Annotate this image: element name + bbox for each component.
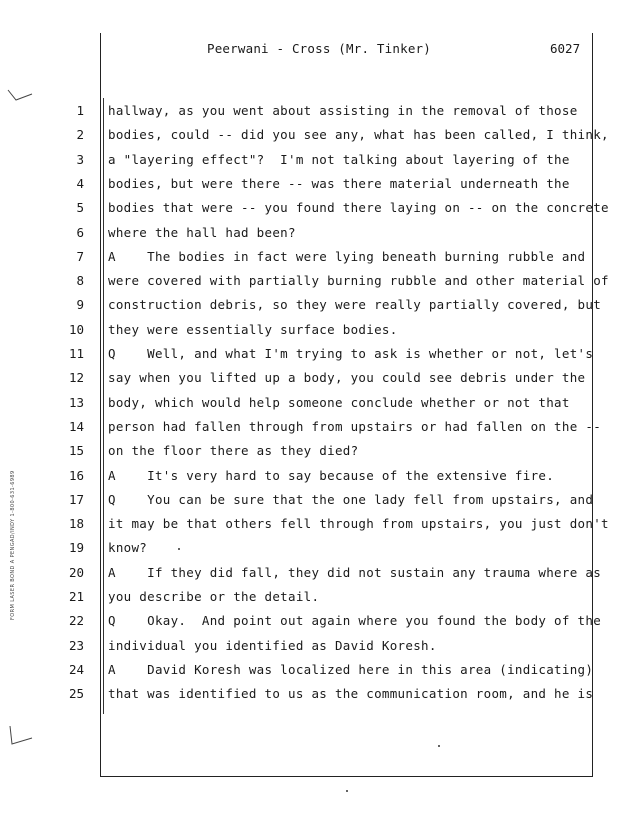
line-text: bodies that were -- you found there laying on -- on the concrete bbox=[108, 200, 609, 216]
transcript-line bbox=[0, 439, 638, 463]
line-text: they were essentially surface bodies. bbox=[108, 321, 398, 337]
scan-speck bbox=[178, 548, 180, 550]
line-number: 13 bbox=[68, 394, 84, 410]
transcript-line bbox=[0, 609, 638, 633]
transcript-line bbox=[0, 245, 638, 269]
line-text: bodies, but were there -- was there material underneath the bbox=[108, 175, 570, 191]
transcript-line bbox=[0, 148, 638, 172]
transcript-line bbox=[0, 221, 638, 245]
line-text: construction debris, so they were really partially covered, but bbox=[108, 297, 602, 313]
scan-speck bbox=[438, 745, 440, 747]
line-number: 18 bbox=[68, 516, 84, 532]
line-number: 10 bbox=[68, 321, 84, 337]
line-number: 11 bbox=[68, 346, 84, 361]
line-text: hallway, as you went about assisting in the removal of those bbox=[108, 103, 578, 118]
line-number: 25 bbox=[68, 686, 84, 702]
line-number: 5 bbox=[76, 200, 84, 216]
line-text: a "layering effect"? I'm not talking about layering of the bbox=[108, 151, 570, 167]
line-number: 4 bbox=[76, 175, 84, 191]
line-text: on the floor there as they died? bbox=[108, 443, 359, 459]
transcript-line bbox=[0, 172, 638, 196]
line-number: 24 bbox=[68, 661, 84, 677]
transcript-line bbox=[0, 318, 638, 342]
transcript-line bbox=[0, 415, 638, 439]
page-number: 6027 bbox=[550, 41, 581, 56]
transcript-line bbox=[0, 293, 638, 317]
line-number: 1 bbox=[76, 103, 84, 118]
line-number: 16 bbox=[68, 467, 84, 483]
line-number: 6 bbox=[76, 224, 84, 240]
corner-mark-bottom bbox=[6, 722, 36, 752]
line-text: bodies, could -- did you see any, what has been called, I think, bbox=[108, 127, 609, 143]
line-number: 3 bbox=[76, 151, 84, 167]
line-number: 14 bbox=[68, 418, 84, 434]
line-number: 15 bbox=[68, 443, 84, 459]
transcript-line bbox=[0, 342, 638, 366]
line-text: Q You can be sure that the one lady fell from upstairs, and bbox=[108, 491, 594, 507]
line-number: 21 bbox=[68, 589, 84, 604]
transcript-line bbox=[0, 682, 638, 706]
transcript-line bbox=[0, 488, 638, 512]
side-margin-text: FORM LASER BOND A PENGAD/INDY 1-800-631-6989 bbox=[10, 470, 16, 620]
transcript-line bbox=[0, 196, 638, 220]
line-number: 23 bbox=[68, 637, 84, 653]
line-text: A David Koresh was localized here in this area (indicating) bbox=[108, 661, 594, 677]
transcript-line bbox=[0, 585, 638, 609]
line-text: you describe or the detail. bbox=[108, 589, 320, 604]
scan-speck bbox=[346, 790, 348, 792]
transcript-line bbox=[0, 123, 638, 147]
transcript-line bbox=[0, 269, 638, 293]
line-text: individual you identified as David Koresh. bbox=[108, 637, 437, 653]
line-text: A The bodies in fact were lying beneath burning rubble and bbox=[108, 248, 586, 264]
corner-mark-top bbox=[6, 82, 36, 112]
transcript-line bbox=[0, 99, 638, 123]
line-text: it may be that others fell through from upstairs, you just don't bbox=[108, 516, 609, 532]
transcript-line bbox=[0, 366, 638, 390]
line-number: 7 bbox=[76, 248, 84, 264]
transcript-line bbox=[0, 464, 638, 488]
line-number: 19 bbox=[68, 540, 84, 556]
line-number: 9 bbox=[76, 297, 84, 313]
line-number: 17 bbox=[68, 491, 84, 507]
line-number: 8 bbox=[76, 273, 84, 289]
line-text: A It's very hard to say because of the extensive fire. bbox=[108, 467, 555, 483]
transcript-line bbox=[0, 536, 638, 560]
line-number: 22 bbox=[68, 613, 84, 629]
transcript-line bbox=[0, 391, 638, 415]
transcript-line bbox=[0, 634, 638, 658]
line-text: Q Okay. And point out again where you found the body of the bbox=[108, 613, 602, 629]
line-number: 20 bbox=[68, 564, 84, 580]
line-text: where the hall had been? bbox=[108, 224, 296, 240]
line-text: Q Well, and what I'm trying to ask is whether or not, let's bbox=[108, 346, 594, 361]
line-text: say when you lifted up a body, you could see debris under the bbox=[108, 370, 586, 386]
line-text: person had fallen through from upstairs or had fallen on the -- bbox=[108, 418, 602, 434]
line-number: 2 bbox=[76, 127, 84, 143]
line-text: were covered with partially burning rubble and other material of bbox=[108, 273, 609, 289]
transcript-line bbox=[0, 658, 638, 682]
transcript-line bbox=[0, 512, 638, 536]
page-header-title: Peerwani - Cross (Mr. Tinker) bbox=[206, 41, 432, 56]
line-number: 12 bbox=[68, 370, 84, 386]
line-text: A If they did fall, they did not sustain any trauma where as bbox=[108, 564, 602, 580]
transcript-line bbox=[0, 561, 638, 585]
line-text: know? bbox=[108, 540, 148, 556]
line-text: that was identified to us as the communication room, and he is bbox=[108, 686, 594, 702]
line-text: body, which would help someone conclude whether or not that bbox=[108, 394, 570, 410]
